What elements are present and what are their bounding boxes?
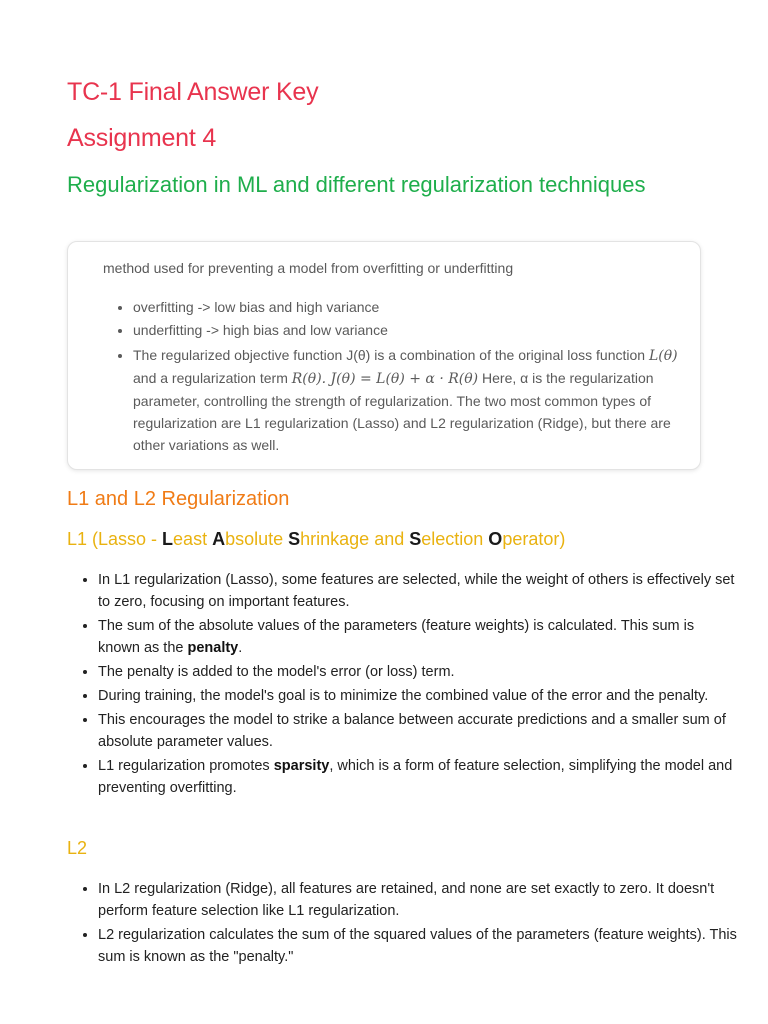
list-item: • L2 regularization calculates the sum of the squared values of the parameters (feature weights). This sum is known as the "penalty." [98, 924, 738, 968]
callout-item-overfitting: • overfitting -> low bias and high variance [133, 296, 703, 318]
l1-heading-part: hrinkage and [300, 529, 410, 549]
l1-heading-part: perator) [502, 529, 566, 549]
math-loss: L(θ) [648, 348, 678, 364]
bold-term-sparsity: sparsity [273, 758, 330, 774]
l1-heading-initial: O [488, 529, 503, 549]
list-item: • During training, the model's goal is to minimize the combined value of the error and the penalty. [98, 685, 738, 707]
callout-list [103, 296, 703, 457]
callout-item-underfitting: • underfitting -> high bias and low variance [133, 319, 703, 341]
l1-heading-initial: S [409, 529, 422, 549]
l2-list [67, 878, 738, 970]
l1-heading-initial: A [212, 529, 226, 549]
objective-text-3: Here, α is the regularization parameter, controlling the strength of regularization. The two most common types of regularization are L1 regularization (Lasso) and L2 regularization (Ridge), but there are other variations as well. [133, 370, 671, 453]
list-item: • In L1 regularization (Lasso), some features are selected, while the weight of others is effectively set to zero, focusing on important features. [98, 569, 738, 613]
list-item [98, 755, 738, 799]
bold-term-penalty: penalty [187, 640, 239, 656]
l2-heading: L2 [67, 838, 88, 858]
callout-intro: method used for preventing a model from overfitting or underfitting [103, 260, 514, 276]
topic-heading: Regularization in ML and different regularization techniques [67, 172, 646, 197]
l1-heading-initial: L [162, 529, 174, 549]
l1-heading-part: east [173, 529, 213, 549]
objective-text-1: The regularized objective function J(θ) is a combination of the original loss function [133, 347, 649, 363]
l1-heading-part: L1 (Lasso - [67, 529, 163, 549]
page-title: TC-1 Final Answer Key [67, 78, 319, 106]
objective-text-2: and a regularization term [133, 370, 292, 386]
l1-heading [67, 529, 565, 550]
list-item: • In L2 regularization (Ridge), all features are retained, and none are set exactly to zero. It doesn't perform feature selection like L1 regularization. [98, 878, 738, 922]
list-item: • The penalty is added to the model's error (or loss) term. [98, 661, 738, 683]
assignment-title: Assignment 4 [67, 124, 217, 152]
list-item [98, 615, 738, 659]
list-item-text: The sum of the absolute values of the parameters (feature weights) is calculated. This sum is known as the [98, 618, 695, 656]
math-equation: R(θ). J(θ) = L(θ) + α · R(θ) [291, 371, 479, 387]
list-item-text: L1 regularization promotes [98, 758, 274, 774]
definition-callout [67, 241, 701, 470]
list-item-text: , which is a form of feature selection, simplifying the model and preventing overfitting. [98, 758, 733, 796]
callout-item-objective [133, 344, 703, 456]
l1-heading-initial: S [288, 529, 301, 549]
l1-heading-part: election [421, 529, 489, 549]
list-item: • This encourages the model to strike a balance between accurate predictions and a smaller sum of absolute parameter values. [98, 709, 738, 753]
l1-heading-part: bsolute [225, 529, 289, 549]
section-heading-l1-l2: L1 and L2 Regularization [67, 488, 290, 510]
l1-list [67, 569, 738, 801]
list-item-text: . [238, 640, 243, 656]
